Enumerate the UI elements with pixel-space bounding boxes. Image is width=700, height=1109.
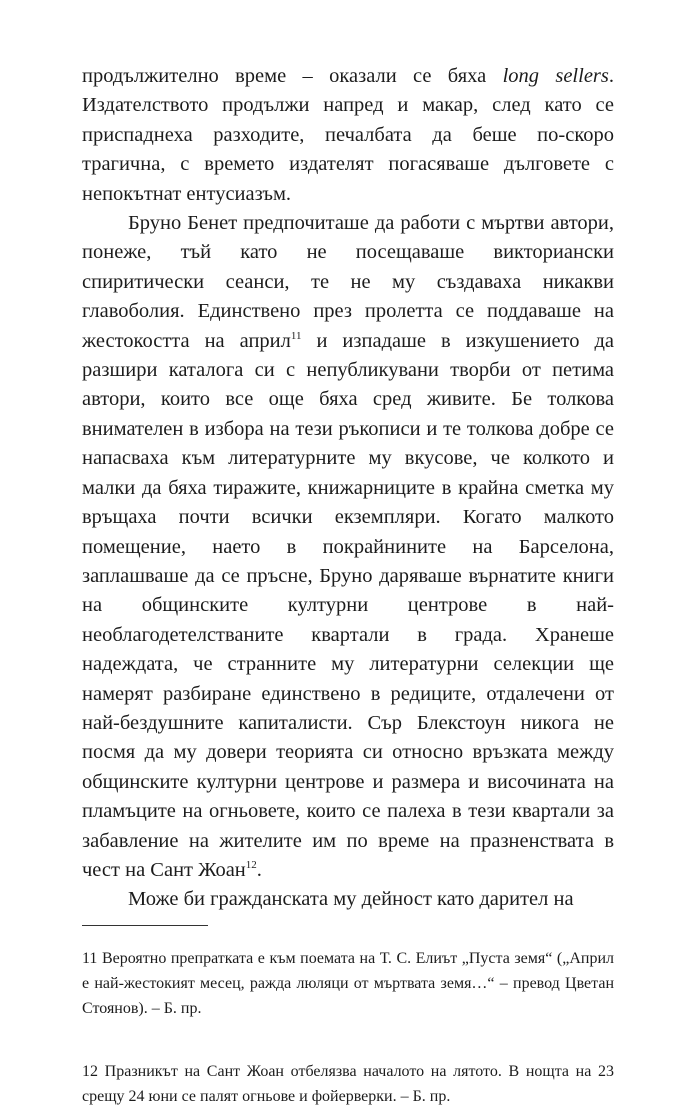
paragraph-1	[82, 62, 614, 209]
footnote-reference[interactable]: 11	[290, 329, 302, 342]
text-segment: Може би гражданската му дейност като дарител на	[128, 888, 574, 911]
italic-phrase: long sellers	[502, 65, 609, 87]
footnote-11: 11 Вероятно препратката е към поемата на Т. С. Елиът „Пуста земя“ („Април е най-жестокият месец, ражда люляци от мъртвата земя…“ – превод Цветан Стоянов). – Б. пр.	[82, 949, 614, 1017]
text-segment: Бруно Бенет предпочиташе да работи с мъртви автори, понеже, тъй като не посещаваше викториански спиритически сеанси, те не му създаваха никакви главоболия. Единствено през пролетта се поддаваше на жестокостта на април	[82, 212, 614, 352]
paragraph-3	[82, 885, 614, 914]
footnote-reference[interactable]: 12	[245, 859, 257, 872]
footnote-divider	[82, 925, 208, 926]
text-segment: продължително време – оказали се бяха	[82, 65, 503, 87]
paragraph-2	[82, 209, 614, 885]
book-page	[82, 62, 614, 1109]
text-segment: . Издателството продължи напред и макар, след като се приспаднеха разходите, печалбата да беше по-скоро трагична, с времето издателят погасяваше дълговете с непокътнат ентусиазъм.	[82, 65, 615, 205]
footnote-12: 12 Празникът на Сант Жоан отбелязва началото на лятото. В нощта на 23 срещу 24 юни се палят огньове и фойерверки. – Б. пр.	[82, 1062, 614, 1105]
text-segment: .	[256, 858, 262, 881]
main-text	[82, 62, 614, 915]
text-segment: и изпадаше в изкушението да разшири каталога си с непубликувани творби от петима автори, които все още бяха сред живите. Бе толкова внимателен в избора на тези ръкописи и те толкова добре се напасваха към литературните му вкусове, че колкото и малки да бяха тиражите, книжарниците в крайна сметка му връщаха почти всички екземпляри. Когато малкото помещение, наето в покрайнините на Барселона, заплашваше да се пръсне, Бруно даряваше върнатите книги на общинските културни центрове в най-необлагодетелстваните квартали в града. Хранеше надеждата, че странните му литературни селекции ще намерят разбиране единствено в редиците, отдалечени от най-бездушните капиталисти. Сър Блекстоун никога не посмя да му довери теорията си относно връзката между общинските културни центрове и размера и височината на пламъците на огньовете, които се палеха в тези квартали за забавление на жителите им по време на празненствата в чест на Сант Жоан	[82, 329, 614, 881]
